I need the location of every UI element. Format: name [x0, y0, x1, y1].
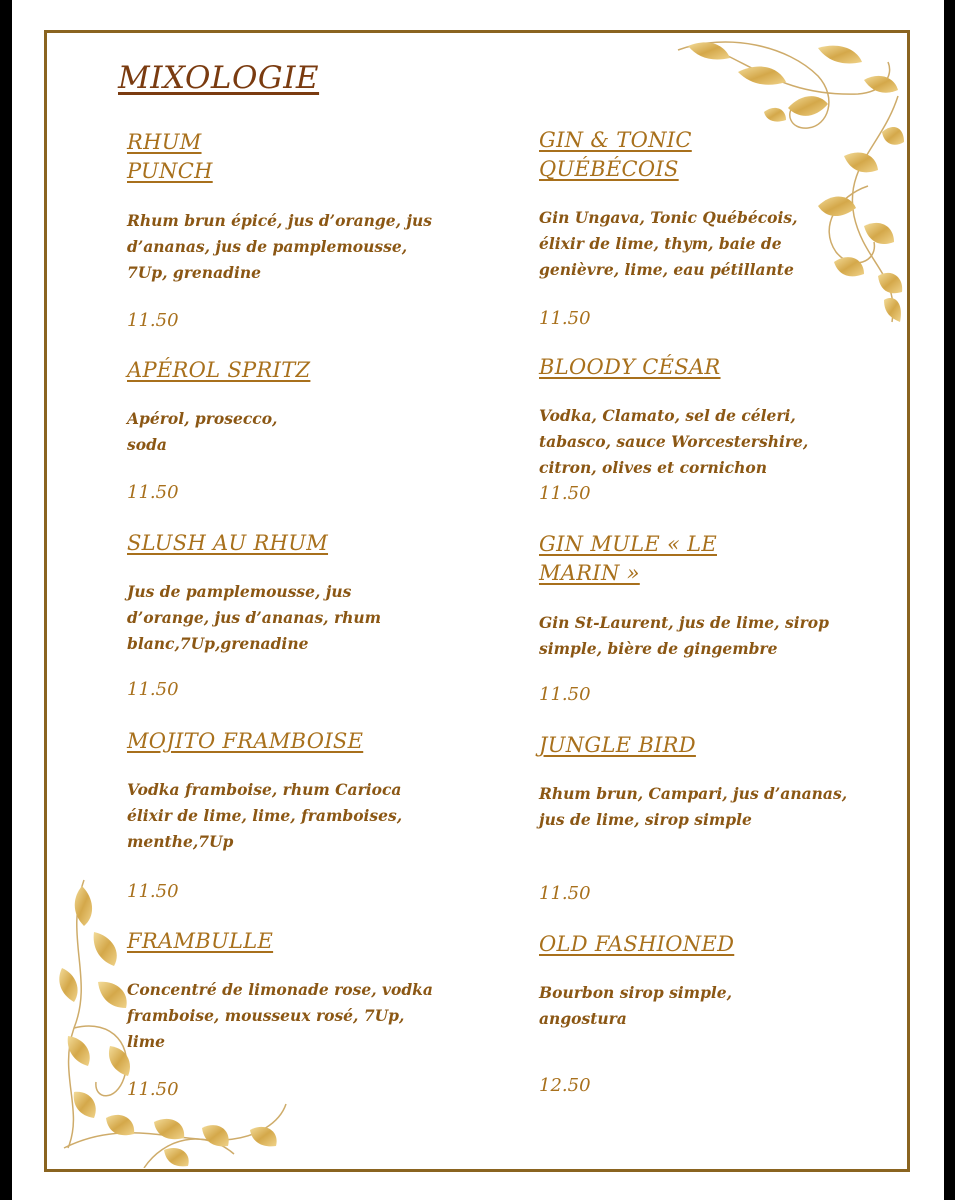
item-description: Bourbon sirop simple, angostura [539, 983, 733, 1028]
item-description: Rhum brun épicé, jus d’orange, jus d’ananas, jus de pamplemousse, 7Up, grenadine [127, 211, 432, 282]
menu-item-gin-tonic-quebecois [539, 126, 859, 329]
item-description: Gin St-Laurent, jus de lime, sirop simple, bière de gingembre [539, 613, 829, 658]
item-price: 11.50 [127, 1079, 179, 1100]
item-description: Concentré de limonade rose, vodka framboise, mousseux rosé, 7Up, lime [127, 980, 433, 1051]
item-price: 11.50 [539, 483, 591, 504]
menu-item-frambulle [127, 927, 447, 1100]
item-name: GIN & TONIC QUÉBÉCOIS [539, 128, 692, 181]
menu-item-mojito-framboise [127, 727, 447, 902]
item-price: 11.50 [539, 883, 591, 904]
menu-item-jungle-bird [539, 731, 859, 904]
item-description: Rhum brun, Campari, jus d’ananas, jus de lime, sirop simple [539, 784, 848, 829]
item-price: 11.50 [127, 482, 179, 503]
item-name: JUNGLE BIRD [539, 733, 696, 757]
item-description: Vodka, Clamato, sel de céleri, tabasco, sauce Worcestershire, citron, olives et cornichon [539, 406, 809, 477]
menu-item-gin-mule-le-marin [539, 530, 859, 705]
item-name: APÉROL SPRITZ [127, 358, 311, 382]
item-name: OLD FASHIONED [539, 932, 735, 956]
menu-item-rhum-punch [127, 128, 447, 331]
item-price: 11.50 [127, 881, 179, 902]
item-name: BLOODY CÉSAR [539, 355, 721, 379]
item-description: Gin Ungava, Tonic Québécois, élixir de lime, thym, baie de genièvre, lime, eau pétillante [539, 208, 798, 279]
item-price: 11.50 [539, 684, 591, 705]
menu-item-aperol-spritz [127, 356, 447, 503]
item-description: Vodka framboise, rhum Carioca élixir de lime, lime, framboises, menthe,7Up [127, 780, 403, 851]
menu-item-old-fashioned [539, 930, 859, 1096]
item-name: FRAMBULLE [127, 929, 274, 953]
item-price: 11.50 [127, 310, 179, 331]
item-description: Jus de pamplemousse, jus d’orange, jus d’ananas, rhum blanc,7Up,grenadine [127, 582, 382, 653]
item-price: 12.50 [539, 1075, 591, 1096]
item-name: RHUM PUNCH [127, 130, 213, 183]
item-name: SLUSH AU RHUM [127, 531, 329, 555]
menu-title: MIXOLOGIE [118, 60, 320, 96]
item-price: 11.50 [127, 679, 179, 700]
menu-item-bloody-cesar [539, 353, 859, 504]
menu-item-slush-au-rhum [127, 529, 447, 700]
item-price: 11.50 [539, 308, 591, 329]
item-name: GIN MULE « LE MARIN » [539, 532, 717, 585]
item-description: Apérol, prosecco, soda [127, 409, 278, 454]
item-name: MOJITO FRAMBOISE [127, 729, 364, 753]
